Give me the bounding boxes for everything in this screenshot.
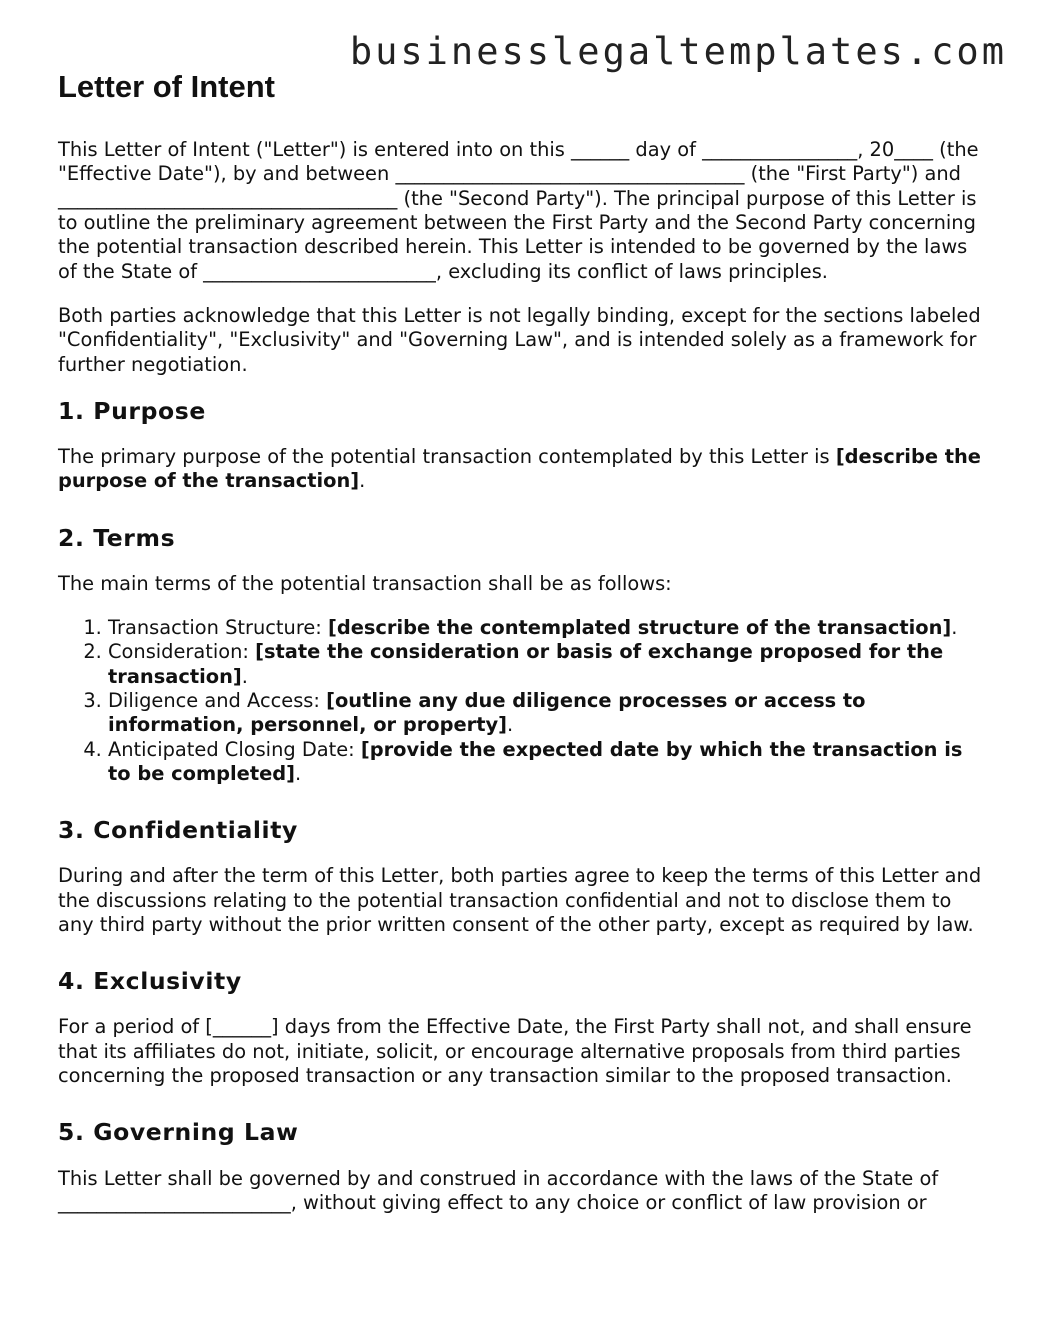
watermark: businesslegaltemplates.com — [349, 30, 1007, 73]
terms-item-placeholder: [outline any due diligence processes or access to information, personnel, or property] — [108, 689, 866, 737]
terms-item-label: Consideration: — [108, 640, 256, 664]
terms-intro: The main terms of the potential transaction shall be as follows: — [58, 571, 672, 595]
terms-item-placeholder: [describe the contemplated structure of the transaction] — [328, 616, 952, 640]
terms-item-suffix: . — [951, 616, 958, 640]
terms-item — [108, 616, 988, 640]
governing-law-paragraph: This Letter shall be governed by and construed in accordance with the laws of the State of ________________________, without giving effect to any choice or conflict of law provision or — [58, 1166, 939, 1214]
terms-item-suffix: . — [506, 713, 514, 737]
purpose-heading: 1. Purpose — [58, 396, 206, 425]
document-title: Letter of Intent — [58, 69, 275, 104]
intro-paragraph: This Letter of Intent ("Letter") is entered into on this ______ day of ________________, 20____ (the "Effective Date"), by and between ____________________________________ (the "First Party") and ___________________________________ (the "Second Party"). The principal purpose of this Letter is to outline the preliminary agreement between the First Party and the Second Party concerning the potential transaction described herein. This Letter is intended to be governed by the laws of the State of ________________________, excluding its conflict of laws principles. — [58, 138, 979, 283]
terms-item-placeholder: [state the consideration or basis of exchange proposed for the transaction] — [108, 640, 944, 688]
terms-item — [108, 738, 988, 787]
terms-item-suffix: . — [241, 664, 248, 688]
binding-paragraph: Both parties acknowledge that this Letter is not legally binding, except for the sections labeled "Confidentiality", "Exclusivity" and "Governing Law", and is intended solely as a framework for further negotiation. — [58, 303, 981, 376]
confidentiality-heading: 3. Confidentiality — [58, 816, 298, 845]
exclusivity-heading: 4. Exclusivity — [58, 967, 242, 996]
terms-item-suffix: . — [295, 761, 302, 785]
document-page — [58, 68, 988, 1235]
exclusivity-paragraph: For a period of [______] days from the Effective Date, the First Party shall not, and shall ensure that its affiliates do not, initiate, solicit, or encourage alternative proposals from third parties concerning the proposed transaction or any transaction similar to the proposed transaction. — [58, 1015, 972, 1088]
terms-item-label: Diligence and Access: — [108, 689, 327, 713]
terms-item-label: Anticipated Closing Date: — [108, 737, 361, 761]
purpose-placeholder: [describe the purpose of the transaction] — [58, 445, 981, 493]
terms-item — [108, 640, 988, 689]
terms-heading: 2. Terms — [58, 523, 176, 552]
terms-item-label: Transaction Structure: — [108, 616, 328, 640]
terms-item — [108, 689, 988, 738]
purpose-suffix: . — [359, 469, 366, 493]
terms-item-placeholder: [provide the expected date by which the transaction is to be completed] — [108, 737, 963, 785]
confidentiality-paragraph: During and after the term of this Letter, both parties agree to keep the terms of this Letter and the discussions relating to the potential transaction confidential and not to disclose them to any third party without the prior written consent of the other party, except as required by law. — [58, 864, 982, 936]
purpose-text: The primary purpose of the potential transaction contemplated by this Letter is — [58, 445, 836, 469]
governing-law-heading: 5. Governing Law — [58, 1118, 299, 1147]
purpose-paragraph — [58, 445, 988, 494]
terms-list — [58, 616, 988, 786]
